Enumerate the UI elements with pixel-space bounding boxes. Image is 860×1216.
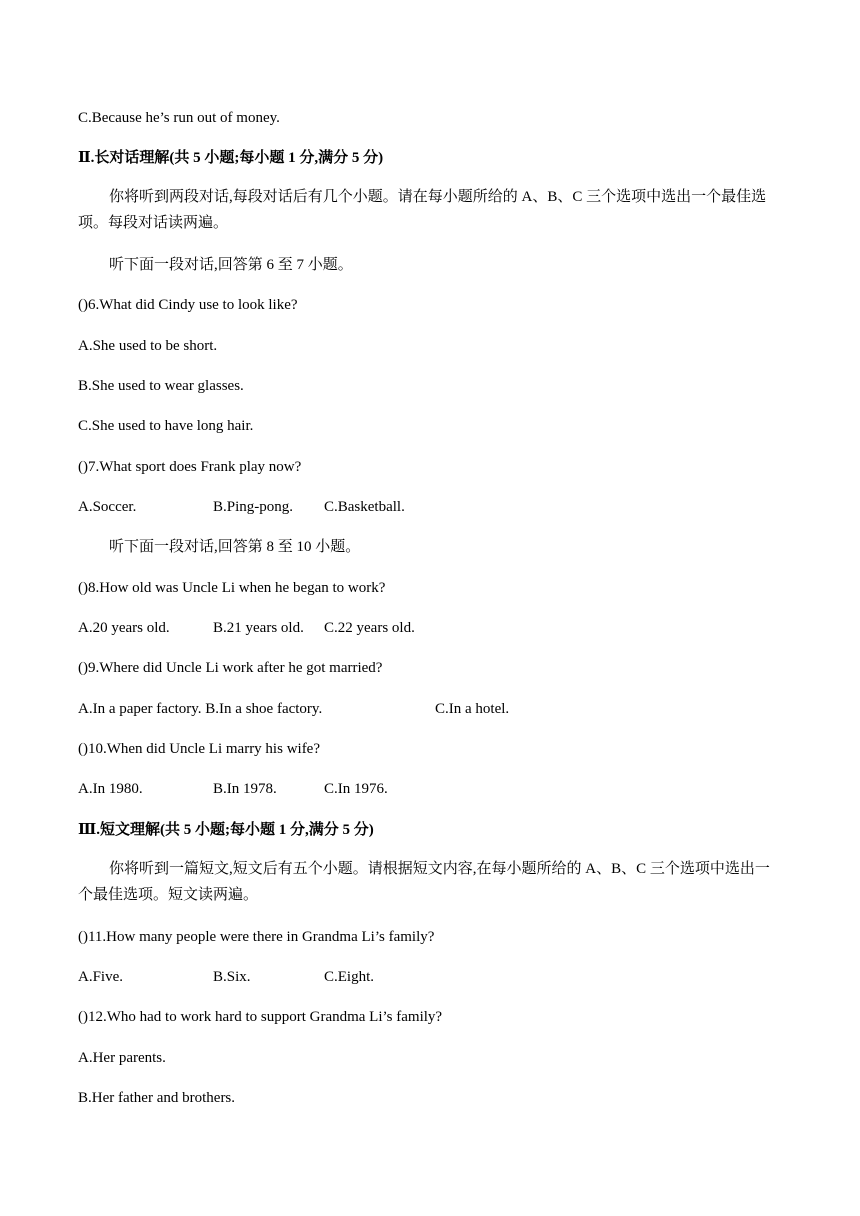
question-9: ()9.Where did Uncle Li work after he got married? bbox=[78, 660, 383, 676]
question-8-option-b: B.21 years old. bbox=[213, 620, 304, 636]
question-10-option-c: C.In 1976. bbox=[324, 781, 388, 797]
question-12-option-b: B.Her father and brothers. bbox=[78, 1090, 236, 1106]
question-12: ()12.Who had to work hard to support Grandma Li’s family? bbox=[78, 1009, 443, 1025]
question-6: ()6.What did Cindy use to look like? bbox=[78, 297, 298, 313]
question-8-option-c: C.22 years old. bbox=[324, 620, 415, 636]
q5-option-c: C.Because he’s run out of money. bbox=[78, 110, 280, 126]
question-11-option-a: A.Five. bbox=[78, 969, 123, 985]
question-11: ()11.How many people were there in Grandma Li’s family? bbox=[78, 929, 435, 945]
question-7-option-a: A.Soccer. bbox=[78, 499, 137, 515]
question-10: ()10.When did Uncle Li marry his wife? bbox=[78, 741, 320, 757]
question-6-option-b: B.She used to wear glasses. bbox=[78, 378, 244, 394]
question-10-option-a: A.In 1980. bbox=[78, 781, 143, 797]
section-2-title: Ⅱ.长对话理解(共 5 小题;每小题 1 分,满分 5 分) bbox=[78, 150, 384, 166]
question-6-option-a: A.She used to be short. bbox=[78, 338, 218, 354]
question-11-option-c: C.Eight. bbox=[324, 969, 375, 985]
section-3-title: Ⅲ.短文理解(共 5 小题;每小题 1 分,满分 5 分) bbox=[78, 822, 374, 838]
question-9-options-ab: A.In a paper factory. B.In a shoe factory. bbox=[78, 701, 323, 717]
question-11-option-b: B.Six. bbox=[213, 969, 251, 985]
section-2-subheading-2: 听下面一段对话,回答第 8 至 10 小题。 bbox=[109, 539, 361, 555]
question-6-option-c: C.She used to have long hair. bbox=[78, 418, 254, 434]
question-7-option-c: C.Basketball. bbox=[324, 499, 405, 515]
question-9-option-c: C.In a hotel. bbox=[435, 701, 510, 717]
question-8: ()8.How old was Uncle Li when he began to work? bbox=[78, 580, 386, 596]
section-2-subheading-1: 听下面一段对话,回答第 6 至 7 小题。 bbox=[109, 257, 353, 273]
question-10-option-b: B.In 1978. bbox=[213, 781, 277, 797]
question-7: ()7.What sport does Frank play now? bbox=[78, 459, 302, 475]
question-12-option-a: A.Her parents. bbox=[78, 1050, 166, 1066]
section-3-instructions: 你将听到一篇短文,短文后有五个小题。请根据短文内容,在每小题所给的 A、B、C 三个选项中选出一个最佳选项。短文读两遍。 bbox=[78, 861, 770, 903]
section-2-instructions: 你将听到两段对话,每段对话后有几个小题。请在每小题所给的 A、B、C 三个选项中选出一个最佳选项。每段对话读两遍。 bbox=[78, 189, 767, 231]
question-7-option-b: B.Ping-pong. bbox=[213, 499, 294, 515]
question-8-option-a: A.20 years old. bbox=[78, 620, 170, 636]
